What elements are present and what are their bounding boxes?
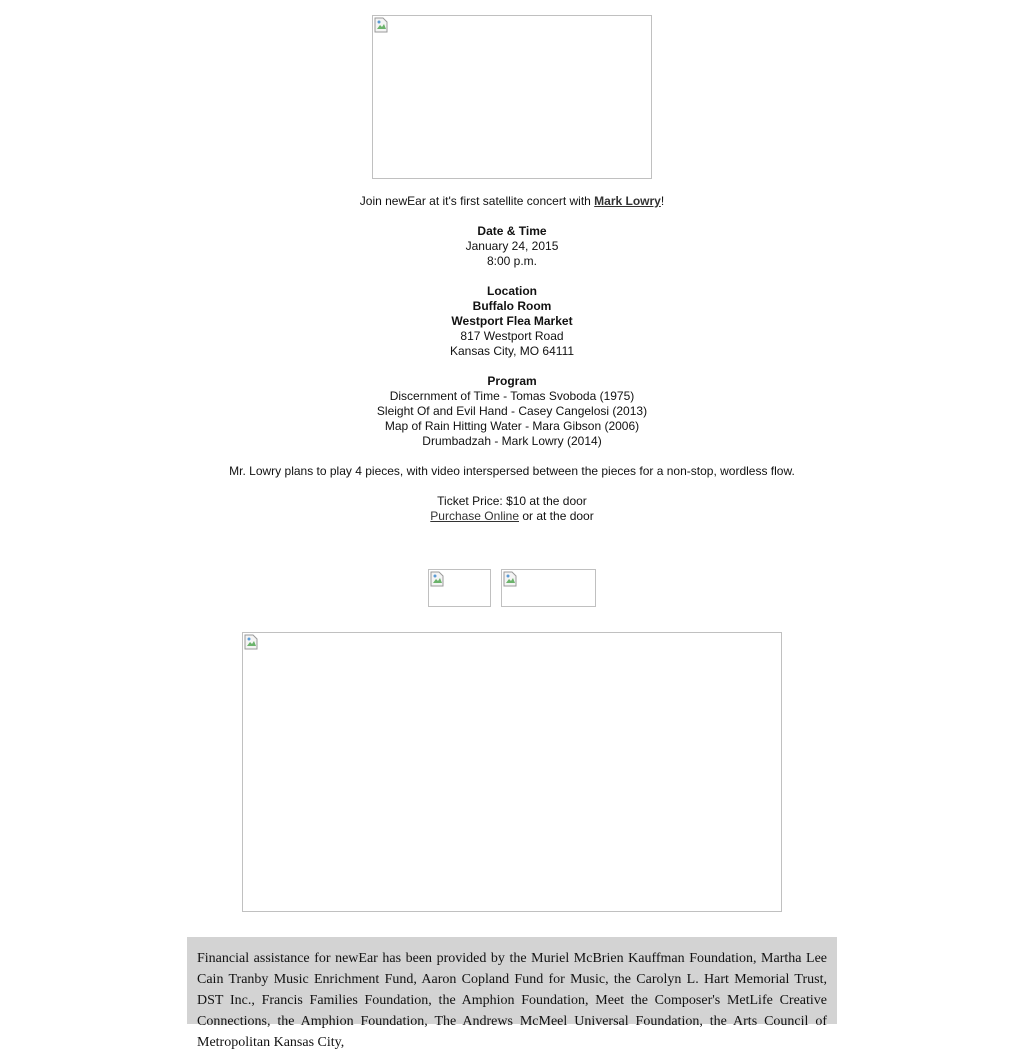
funding-footer [187,937,837,1050]
social-button-2-image[interactable] [501,569,596,607]
event-date: January 24, 2015 [465,239,559,253]
program-item: Discernment of Time - Tomas Svoboda (1975) [389,389,635,403]
ticket-price: Ticket Price: $10 at the door [437,494,587,508]
location-heading: Location [487,284,537,298]
location-venue: Westport Flea Market [451,314,573,328]
intro-suffix: ! [660,194,665,208]
program-item: Map of Rain Hitting Water - Mara Gibson (2006) [384,419,640,433]
intro-text: Join newEar at it's first satellite concert with [359,194,595,208]
program-item: Drumbadzah - Mark Lowry (2014) [422,434,602,448]
date-time-heading: Date & Time [477,224,547,238]
broken-image-icon [374,17,388,33]
event-time: 8:00 p.m. [486,254,538,268]
social-button-1-image[interactable] [428,569,491,607]
location-street: 817 Westport Road [460,329,564,343]
location-room: Buffalo Room [472,299,552,313]
broken-image-icon [244,634,258,650]
program-item: Sleight Of and Evil Hand - Casey Cangelosi (2013) [376,404,648,418]
ticket-purchase-line [0,509,1024,524]
artist-link[interactable]: Mark Lowry [594,194,661,208]
event-description: Mr. Lowry plans to play 4 pieces, with video interspersed between the pieces for a non-stop, wordless flow. [229,464,795,478]
funding-text: Financial assistance for newEar has been provided by the Muriel McBrien Kauffman Foundation, Martha Lee Cain Tranby Music Enrichment Fund, Aaron Copland Fund for Music, the Carolyn L. Hart Memorial Trust, DST Inc., Francis Families Foundation, the Amphion Foundation, Meet the Composer's MetLife Creative Connections, the Amphion Foundation, The Andrews McMeel Universal Foundation, the Arts Council of Metropolitan Kansas City, [197,951,827,1050]
purchase-suffix: or at the door [519,509,594,523]
header-banner-image [372,15,652,179]
purchase-online-link[interactable]: Purchase Online [430,509,519,523]
intro-line [0,194,1024,209]
broken-image-icon [430,571,444,587]
location-city: Kansas City, MO 64111 [449,344,575,358]
feature-image [242,632,782,912]
program-heading: Program [487,374,537,388]
broken-image-icon [503,571,517,587]
event-details [0,194,1024,524]
